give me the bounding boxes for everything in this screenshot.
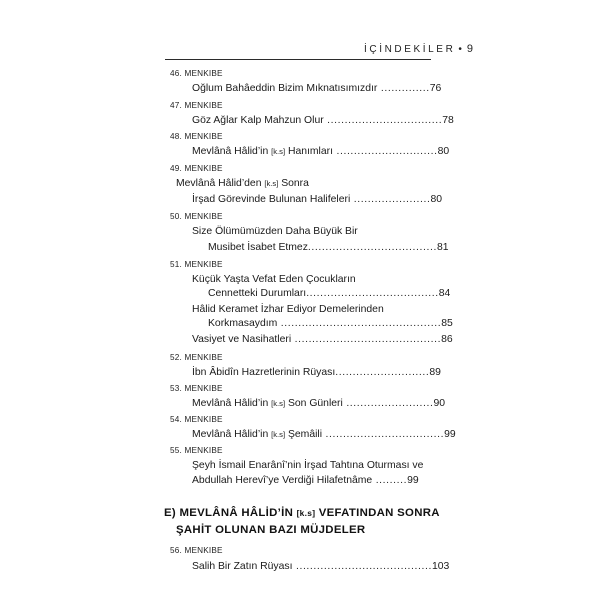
toc-entry[interactable]: Mevlânâ Hâlid’in [k.s] Şemâili ..................................99 xyxy=(192,429,456,440)
toc-entry[interactable]: Korkmasaydım ..............................................85 xyxy=(208,318,453,329)
header-rule xyxy=(165,59,431,60)
page-number: 103 xyxy=(431,561,450,572)
toc-entry[interactable]: Musibet İsabet Etmez.....................................81 xyxy=(208,242,449,253)
menkibe-label: 46. MENKIBE xyxy=(170,69,223,78)
toc-entry[interactable]: Göz Ağlar Kalp Mahzun Olur .................................78 xyxy=(192,115,454,126)
toc-entry[interactable]: Vasiyet ve Nasihatleri ..........................................86 xyxy=(192,334,453,345)
page-number: 78 xyxy=(442,115,454,126)
menkibe-label: 52. MENKIBE xyxy=(170,353,223,362)
page-number: 90 xyxy=(433,398,446,409)
toc-entry[interactable]: Hâlid Keramet İzhar Ediyor Demelerinden xyxy=(192,304,384,315)
toc-entry[interactable]: Size Ölümümüzden Daha Büyük Bir xyxy=(192,226,358,237)
menkibe-label: 55. MENKIBE xyxy=(170,446,223,455)
page-number: 99 xyxy=(444,429,456,440)
section-heading[interactable]: E) MEVLÂNÂ HÂLİD’İN [k.s] VEFATINDAN SONRA xyxy=(164,507,440,519)
menkibe-label: 48. MENKIBE xyxy=(170,132,223,141)
page-number: 85 xyxy=(441,318,453,329)
page-number: 81 xyxy=(436,242,449,253)
menkibe-label: 49. MENKIBE xyxy=(170,164,223,173)
toc-entry[interactable]: Küçük Yaşta Vefat Eden Çocukların xyxy=(192,274,356,285)
header-page-number: 9 xyxy=(466,43,474,55)
toc-entry[interactable]: İbn Âbidîn Hazretlerinin Rüyası...........................89 xyxy=(192,367,441,378)
menkibe-label: 50. MENKIBE xyxy=(170,212,223,221)
menkibe-label: 51. MENKIBE xyxy=(170,260,223,269)
page-number: 84 xyxy=(438,288,451,299)
running-header xyxy=(364,43,473,55)
toc-entry[interactable]: İrşad Görevinde Bulunan Halifeleri ......................80 xyxy=(192,194,443,205)
toc-entry[interactable]: Mevlânâ Hâlid’in [k.s] Hanımları .............................80 xyxy=(192,146,450,157)
toc-entry[interactable]: Salih Bir Zatın Rüyası .......................................103 xyxy=(192,561,450,572)
toc-entry[interactable]: Mevlânâ Hâlid’in [k.s] Son Günleri .........................90 xyxy=(192,398,446,409)
toc-entry[interactable]: Oğlum Bahâeddin Bizim Mıknatısımızdır ..............76 xyxy=(192,83,442,94)
toc-entry[interactable]: Abdullah Herevî’ye Verdiği Hilafetnâme .........99 xyxy=(192,475,419,486)
menkibe-label: 56. MENKIBE xyxy=(170,546,223,555)
page-number: 76 xyxy=(429,83,442,94)
toc-entry[interactable]: Mevlânâ Hâlid’den [k.s] Sonra xyxy=(176,178,309,189)
menkibe-label: 54. MENKIBE xyxy=(170,415,223,424)
toc-entry[interactable]: Cennetteki Durumları......................................84 xyxy=(208,288,451,299)
page-number: 80 xyxy=(430,194,443,205)
page-number: 80 xyxy=(437,146,450,157)
menkibe-label: 47. MENKIBE xyxy=(170,101,223,110)
page-number: 89 xyxy=(429,367,441,378)
section-heading-line-2[interactable]: ŞAHİT OLUNAN BAZI MÜJDELER xyxy=(176,524,366,536)
menkibe-label: 53. MENKIBE xyxy=(170,384,223,393)
header-title: İÇİNDEKİLER xyxy=(364,44,456,55)
page-number: 86 xyxy=(441,334,453,345)
toc-entry[interactable]: Şeyh İsmail Enarânî’nin İrşad Tahtına Oturması ve xyxy=(192,460,424,471)
page-number: 99 xyxy=(407,475,419,486)
header-bullet: • xyxy=(458,44,462,55)
